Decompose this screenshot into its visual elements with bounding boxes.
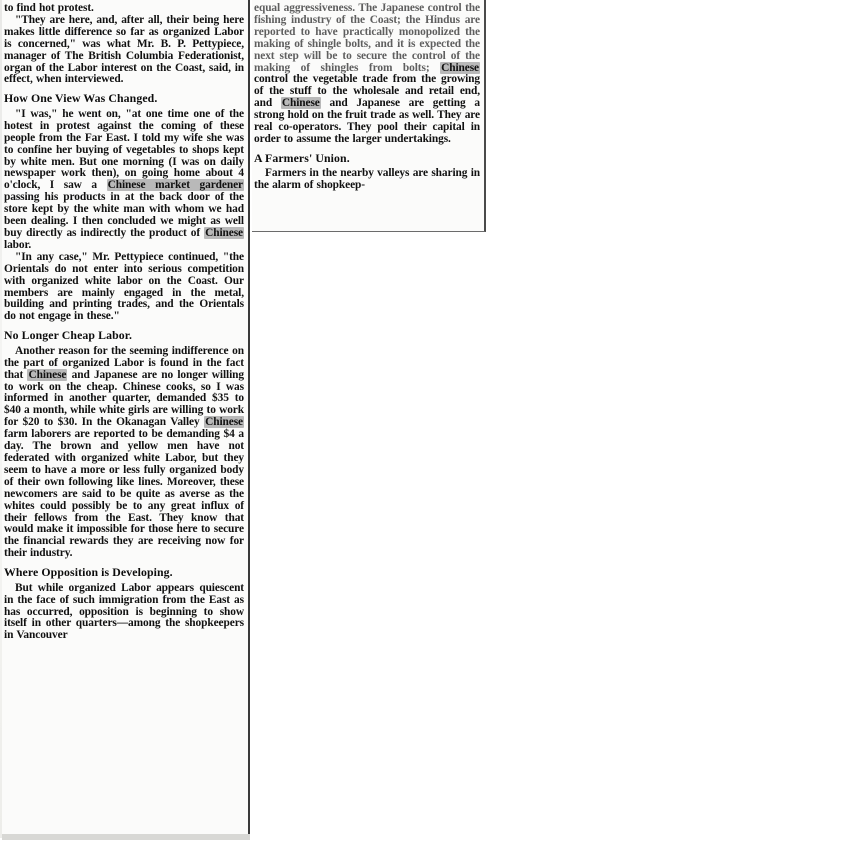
newspaper-column-left bbox=[2, 0, 250, 838]
paragraph-trade-control bbox=[254, 3, 480, 146]
paragraph-text-part: "I was," he went on, "at one time one of the hotest in protest against the coming of these people from the Far East. I told my wife she was to confine her buying of vegetables to shops kept by white men. But one morning (I was on daily newspaper work then), on going home about 4 o'clock, I saw a bbox=[4, 107, 244, 192]
paragraph-text-part: passing his products in at the back door of the store kept by the white man with whom we had been dealing. I then concluded we might as well buy directly as indirectly the product of bbox=[4, 191, 244, 239]
paragraph-text-part: and Japanese are getting a strong hold on the fruit trade as well. They are real co-operators. They pool their capital in order to assume the larger undertakings. bbox=[254, 97, 480, 145]
highlight-chinese-3: Chinese bbox=[205, 416, 243, 429]
highlight-chinese-4: Chinese bbox=[441, 61, 479, 74]
paragraph-text-part: labor. bbox=[4, 238, 32, 251]
paragraph-market-gardener bbox=[4, 109, 244, 252]
paragraph-text-part: farm laborers are reported to be demanding $4 a day. The brown and yellow men have not federated with organized white Labor, but they seem to have a more or less fully organized body of their own following like lines. Moreover, these newcomers are said to be quite as averse as the whites could possibly be to any great influx of their fellows from the East. They know that would make it impossible for those here to secure the financial rewards they are receiving now for their industry. bbox=[4, 428, 244, 560]
highlight-chinese-market-gardener: Chinese market gardener bbox=[107, 179, 243, 192]
highlight-chinese-1: Chinese bbox=[205, 227, 243, 239]
paragraph-text-part: control the vegetable trade from the growing of the stuff to the wholesale and retail end, and bbox=[254, 73, 480, 110]
subhead-no-longer-cheap-labor: No Longer Cheap Labor. bbox=[4, 328, 133, 343]
highlight-chinese-2: Chinese bbox=[28, 368, 67, 381]
paragraph-pettypiece-quote: "They are here, and, after all, their being here makes little difference so far as organized Labor is concerned," was what Mr. B. P. Pettypiece, manager of The British Columbia Federationist, organ of the Labor interest on the Coast, said, in effect, when interviewed. bbox=[4, 13, 244, 86]
paragraph-orientals-competition: "In any case," Mr. Pettypiece continued, "the Orientals do not enter into serious competition with organized white labor on the Coast. Our members are mainly engaged in the metal, building and printing trades, and the Orientals do not engage in these." bbox=[4, 250, 244, 323]
paragraph-text-part: Another reason for the seeming indifference on the part of organized Labor is found in the fact that bbox=[4, 344, 244, 381]
paragraph-shopkeepers: But while organized Labor appears quiescent in the face of such immigration from the East as has occurred, opposition is beginning to show itself in other quarters—among the shopkeepers in Vancouver bbox=[4, 581, 244, 642]
subhead-where-opposition-is-developing: Where Opposition is Developing. bbox=[4, 565, 173, 580]
paragraph-text-part: and Japanese are no longer willing to work on the cheap. Chinese cooks, so I was informed in another quarter, demanded $35 to $40 a month, while white girls are willing to work for $20 to $30. In the Okanagan Valley bbox=[4, 368, 244, 429]
paragraph-farmers-alarm: Farmers in the nearby valleys are sharing in the alarm of shopkeep- bbox=[254, 167, 480, 192]
paragraph-continuation: to find hot protest. bbox=[4, 2, 94, 14]
newspaper-column-right bbox=[252, 0, 486, 232]
subhead-a-farmers-union: A Farmers' Union. bbox=[254, 150, 350, 165]
subhead-how-one-view-was-changed: How One View Was Changed. bbox=[4, 91, 158, 106]
highlight-chinese-5: Chinese bbox=[281, 97, 320, 110]
scan-bottom-strip bbox=[2, 834, 250, 840]
paragraph-wages bbox=[4, 346, 244, 560]
paragraph-text-part: equal aggressiveness. The Japanese control the fishing industry of the Coast; the Hindus are reported to have practically monopolized the making of shingle bolts, and it is expected the next step will be to secure the control of the making of shingles from bolts; bbox=[254, 2, 480, 74]
